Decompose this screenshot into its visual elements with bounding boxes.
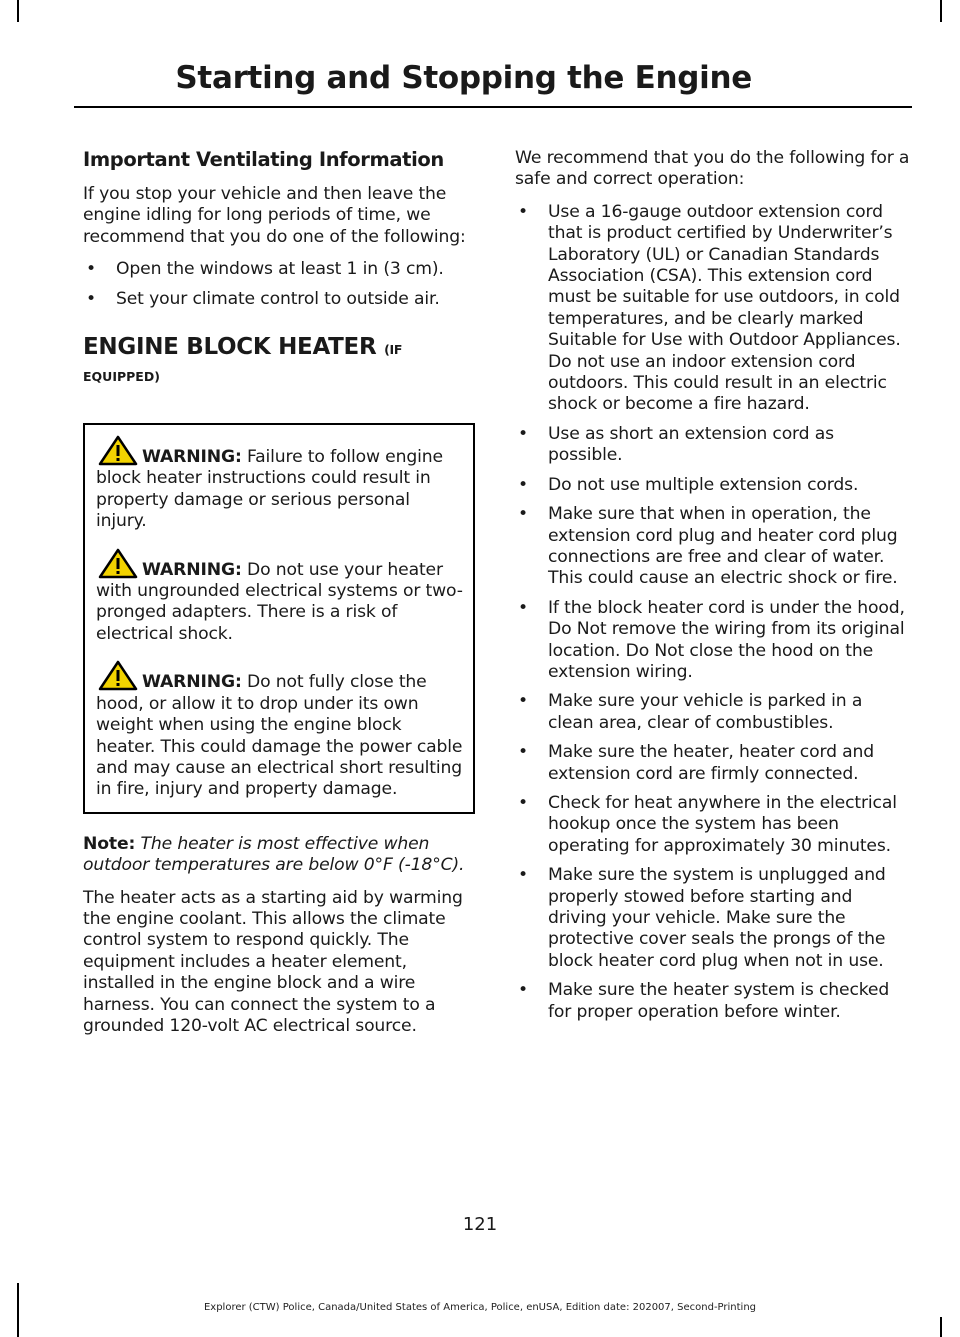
note-label: Note:: [83, 833, 136, 854]
bullet: •: [518, 980, 528, 1001]
list-item-text: Make sure your vehicle is parked in a clean area, clear of combustibles.: [548, 691, 863, 733]
bullet: •: [518, 691, 528, 712]
recommend-intro: We recommend that you do the following for a safe and correct operation:: [515, 148, 910, 190]
warning-text: Failure to follow engine block heater instructions could result in property damage or serious personal injury.: [96, 447, 443, 532]
note-text: The heater is most effective when outdoor temperatures are below 0°F (-18°C).: [83, 833, 465, 876]
list-item: [515, 475, 910, 496]
list-item-text: Open the windows at least 1 in (3 cm).: [116, 259, 444, 280]
ventilating-list: [83, 259, 475, 310]
bullet: •: [86, 259, 96, 280]
list-item-text: Check for heat anywhere in the electrical hookup once the system has been operating for approximately 30 minutes.: [548, 792, 897, 856]
section-heading-qualifier: (IF: [384, 342, 403, 358]
recommend-list: [515, 202, 910, 1023]
header-rule: [74, 106, 912, 108]
bullet: •: [518, 742, 528, 763]
bullet: •: [518, 504, 528, 525]
list-item: [515, 202, 910, 416]
right-column: [515, 146, 910, 1031]
section-heading-qualifier-cont: EQUIPPED): [83, 369, 160, 385]
list-item-text: Use a 16-gauge outdoor extension cord that is product certified by Underwriter’s Laboratory (UL) or Canadian Standards Association (CSA). This extension cord must be suitable for use outdoors, in cold temperatures, and be clearly marked Suitable for Use with Outdoor Appliances. Do not use an indoor extension cord outdoors. This could result in an electric shock or become a fire hazard.: [548, 201, 901, 415]
page-header-title: Starting and Stopping the Engine: [175, 60, 752, 96]
warning-2: [96, 547, 465, 646]
list-item: [515, 742, 910, 785]
warning-label: WARNING:: [142, 559, 242, 580]
list-item: [515, 691, 910, 734]
list-item: [515, 865, 910, 972]
list-item-text: Make sure the heater, heater cord and extension cord are firmly connected.: [548, 742, 875, 784]
left-column: [83, 146, 475, 1048]
crop-mark-bottom-right: [940, 1317, 942, 1337]
list-item: [515, 504, 910, 590]
bullet: •: [86, 288, 96, 309]
ventilating-intro: If you stop your vehicle and then leave the engine idling for long periods of time, we recommend that you do one of the following:: [83, 184, 466, 247]
list-item-text: Make sure that when in operation, the extension cord plug and heater cord plug connections are free and clear of water. This could cause an electric shock or fire.: [548, 504, 898, 589]
crop-mark-top-left: [17, 0, 19, 22]
list-item-text: Use as short an extension cord as possible.: [548, 423, 834, 466]
section-heading-text: ENGINE BLOCK HEATER: [83, 334, 377, 361]
page-number: 121: [462, 1214, 498, 1235]
list-item-text: Do not use multiple extension cords.: [548, 474, 859, 495]
list-item: [83, 259, 475, 280]
crop-mark-top-right: [940, 0, 942, 22]
warning-label: WARNING:: [142, 672, 242, 693]
warning-label: WARNING:: [142, 447, 242, 468]
warning-triangle-icon: [96, 434, 140, 466]
bullet: •: [518, 597, 528, 618]
section-heading: [83, 332, 475, 365]
bullet: •: [518, 201, 528, 222]
list-item-text: Set your climate control to outside air.: [116, 288, 440, 309]
warning-text: Do not use your heater with ungrounded electrical systems or two-pronged adapters. There is a risk of electrical shock.: [96, 559, 463, 644]
heater-paragraph: The heater acts as a starting aid by warming the engine coolant. This allows the climate control system to respond quickly. The equipment includes a heater element, installed in the engine block and a wire harness. You can connect the system to a grounded 120-volt AC electrical source.: [83, 887, 463, 1036]
list-item: [83, 289, 475, 310]
list-item: [515, 424, 910, 467]
list-item-text: Make sure the system is unplugged and properly stowed before starting and driving your vehicle. Make sure the protective cover seals the prongs of the block heater cord plug when not in use.: [548, 865, 886, 971]
bullet: •: [518, 474, 528, 495]
note: [83, 834, 475, 877]
list-item-text: If the block heater cord is under the hood, Do Not remove the wiring from its original location. Do Not close the hood on the extension wiring.: [548, 597, 905, 682]
warning-triangle-icon: [96, 547, 140, 579]
list-item-text: Make sure the heater system is checked for proper operation before winter.: [548, 980, 890, 1022]
warning-triangle-icon: [96, 659, 140, 691]
bullet: •: [518, 423, 528, 444]
warning-box: [83, 423, 475, 814]
list-item: [515, 598, 910, 684]
footer-edition-line: Explorer (CTW) Police, Canada/United States of America, Police, enUSA, Edition date: 202007, Second-Printing: [203, 1302, 757, 1313]
list-item: [515, 980, 910, 1023]
warning-3: [96, 659, 465, 800]
warning-text: Do not fully close the hood, or allow it to drop under its own weight when using the engine block heater. This could damage the power cable and may cause an electrical short resulting in fire, injury and property damage.: [96, 672, 463, 800]
bullet: •: [518, 792, 528, 813]
warning-1: [96, 434, 465, 533]
list-item: [515, 793, 910, 857]
ventilating-heading: Important Ventilating Information: [83, 148, 444, 171]
bullet: •: [518, 865, 528, 886]
